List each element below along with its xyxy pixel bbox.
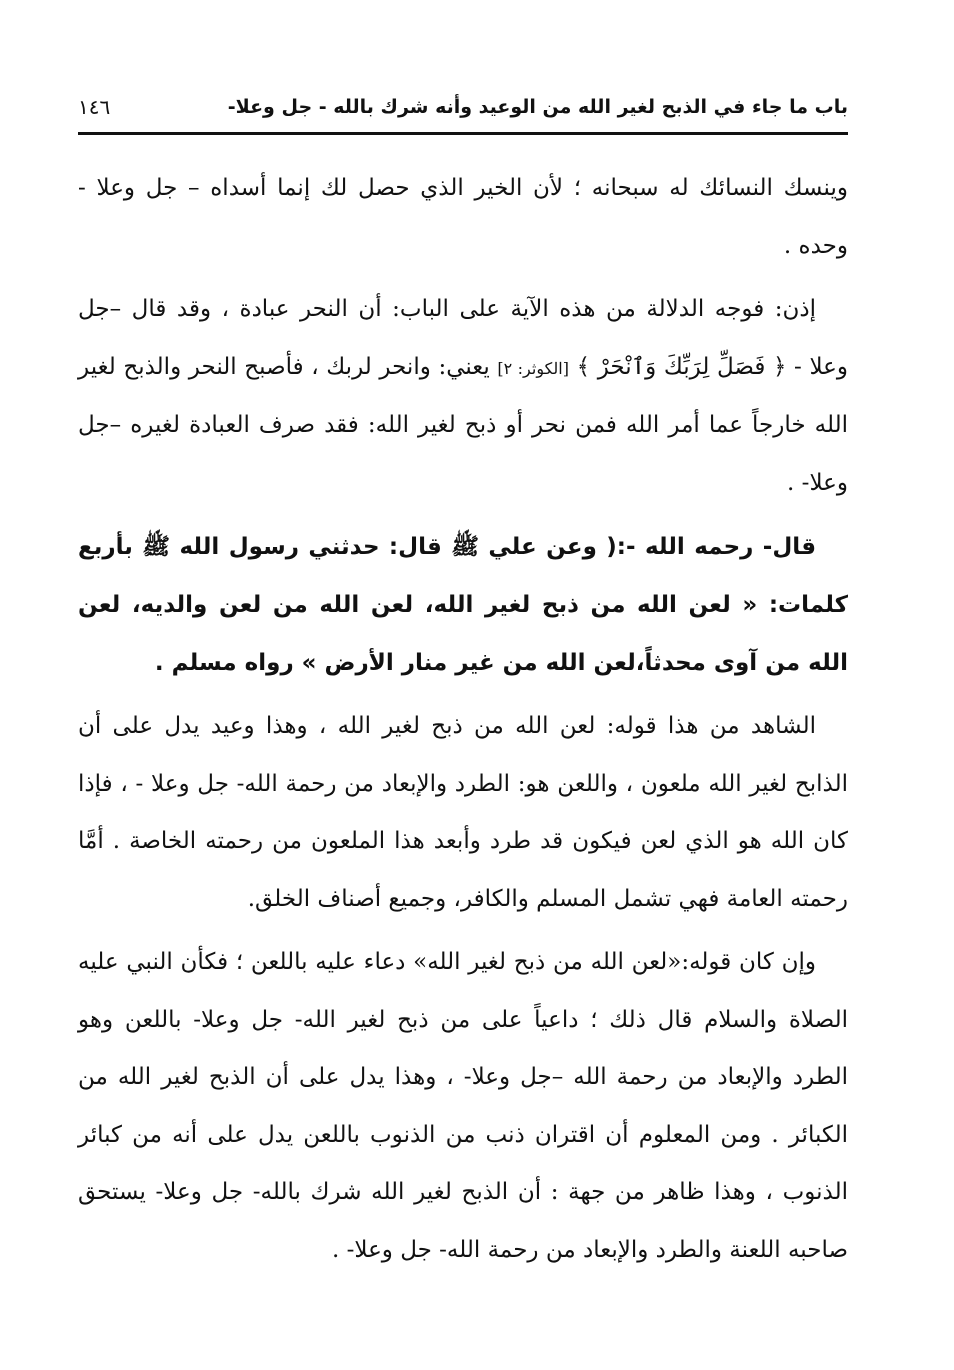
header-divider <box>78 132 848 135</box>
verse-citation: [الكوثر: ٢] <box>497 358 569 378</box>
paragraph-continuation: وينسك النسائك له سبحانه ؛ لأن الخير الذي حصل لك إنما أسداه – جل وعلا - وحده . <box>78 175 848 259</box>
chapter-title: باب ما جاء في الذبح لغير الله من الوعيد وأنه شرك بالله - جل وعلا- <box>227 96 848 118</box>
paragraph-explanation: الشاهد من هذا قوله: لعن الله من ذبح لغير الله ، وهذا وعيد يدل على أن الذابح لغير الله ملعون ، واللعن هو: الطرد والإبعاد من رحمة الله- جل وعلا - ، فإذا كان الله هو الذي لعن فيكون قد طرد وأبعد هذا الملعون من رحمته الخاصة . أمَّا رحمته العامة فهي تشمل المسلم والكافر، وجميع أصناف الخلق. <box>78 713 848 912</box>
paragraph-text-before-verse: إذن: فوجه الدلالة من هذه الآية على الباب: أن النحر عبادة ، وقد قال –جل وعلا - <box>78 296 849 380</box>
paragraph-conclusion: وإن كان قوله:«لعن الله من ذبح لغير الله» دعاء عليه باللعن ؛ فكأن النبي عليه الصلاة والسلام قال ذلك ؛ داعياً على من ذبح لغير الله- جل وعلا- باللعن وهو الطرد والإبعاد من رحمة الله –جل وعلا- ، وهذا يدل على أن الذبح لغير الله من الكبائر . ومن المعلوم أن اقتران ذنب من الذنوب باللعن يدل على أنه من كبائر الذنوب ، وهذا ظاهر من جهة : أن الذبح لغير الله شرك بالله- جل وعلا- يستحق صاحبه اللعنة والطرد والإبعاد من رحمة الله- جل وعلا- . <box>78 949 848 1263</box>
paragraph-verse-evidence <box>78 281 848 512</box>
paragraph-text-after-verse: يعني: وانحر لربك ، فأصبح النحر والذبح لغير الله خارجاً عما أمر الله فمن نحر أو ذبح لغير الله: فقد صرف العبادة لغيره –جل وعلا- . <box>78 353 848 496</box>
hadith-text: قال- رحمه الله -:( وعن علي ﷺ قال: حدثني رسول الله ﷺ بأربع كلمات: « لعن الله من ذبح لغير الله، لعن الله من لعن والديه، لعن الله من آوى محدثاً،لعن الله من غير منار الأرض » رواه مسلم . <box>78 534 848 676</box>
running-header <box>78 92 848 130</box>
quran-verse: ﴿ فَصَلِّ لِرَبِّكَ وَٱنْحَرْ ﴾ <box>576 353 787 380</box>
page-number: ١٤٦ <box>78 95 111 119</box>
page-body <box>78 160 848 1285</box>
